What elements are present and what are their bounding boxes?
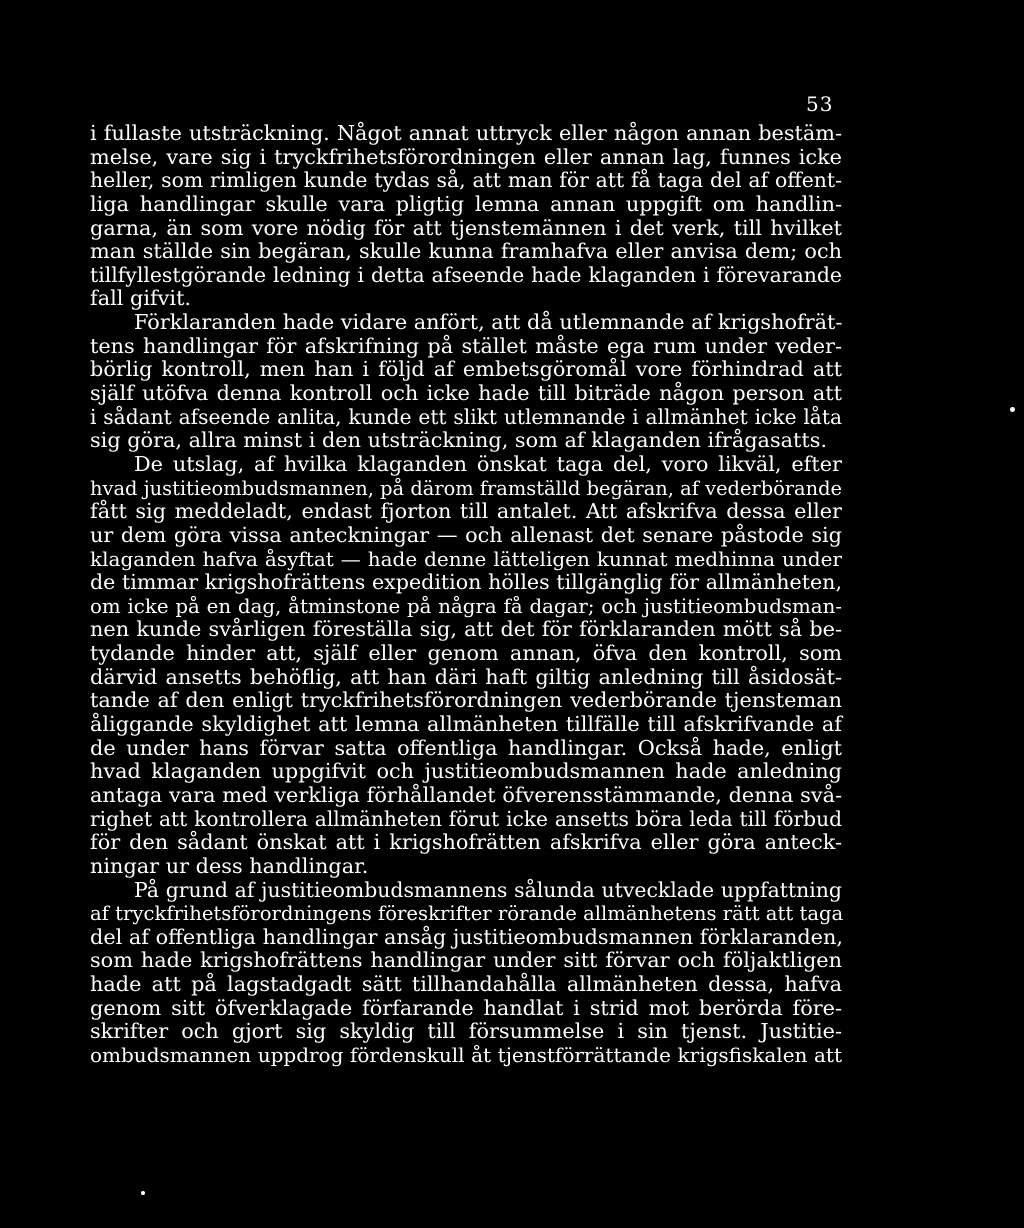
text-line: heller, som rimligen kunde tydas så, att man för att få taga del af offent- <box>90 168 842 193</box>
text-line: Förklaranden hade vidare anfört, att då utlemnande af krigshofrät- <box>134 310 843 335</box>
text-line: de under hans förvar satta offentliga handlingar. Också hade, enligt <box>90 735 842 760</box>
scan-speck <box>1010 407 1015 412</box>
body-text <box>90 122 842 1068</box>
text-line: fall gifvit. <box>90 286 192 311</box>
text-line: skrifter och gjort sig skyldig till försummelse i sin tjenst. Justitie- <box>90 1019 842 1044</box>
text-line: börlig kontroll, men han i följd af embetsgöromål vore förhindrad att <box>90 357 842 382</box>
text-line: själf utöfva denna kontroll och icke hade till biträde någon person att <box>90 381 842 406</box>
text-line: righet att kontrollera allmänheten förut icke ansetts böra leda till förbud <box>90 806 842 831</box>
text-line: ur dem göra vissa anteckningar — och allenast det senare påstode sig <box>90 522 842 547</box>
text-line: ombudsmannen uppdrog fördenskull åt tjenstförrättande krigsfiskalen att <box>90 1042 842 1067</box>
text-line: De utslag, af hvilka klaganden önskat taga del, voro likväl, efter <box>134 451 842 476</box>
text-line: tillfyllestgörande ledning i detta afseende hade klaganden i förevarande <box>90 262 842 287</box>
text-line: de timmar krigshofrättens expedition hölles tillgänglig för allmänheten, <box>90 570 842 595</box>
text-line: därvid ansetts behöflig, att han däri haft giltig anledning till åsidosät- <box>90 664 842 689</box>
text-line: som hade krigshofrättens handlingar under sitt förvar och följaktligen <box>90 948 842 973</box>
text-line: tande af den enligt tryckfrihetsförordningen vederbörande tjensteman <box>90 688 842 713</box>
text-line: om icke på en dag, åtminstone på några få dagar; och justitieombudsman- <box>90 594 842 618</box>
text-line: af tryckfrihetsförordningens föreskrifter rörande allmänhetens rätt att taga <box>90 902 844 926</box>
text-line: åliggande skyldighet att lemna allmänheten tillfälle till afskrifvande af <box>90 712 842 737</box>
text-line: nen kunde svårligen föreställa sig, att det för förklaranden mött så be- <box>90 617 842 642</box>
text-line: hvad justitieombudsmannen, på därom framställd begäran, af vederbörande <box>90 476 842 500</box>
text-line: tydande hinder att, själf eller genom annan, öfva den kontroll, som <box>90 641 842 666</box>
text-line: klaganden hafva åsyftat — hade denne lätteligen kunnat medhinna under <box>90 546 842 571</box>
text-line: sig göra, allra minst i den utsträckning, som af klaganden ifrågasatts. <box>90 428 828 453</box>
text-line: genom sitt öfverklagade förfarande handlat i strid mot berörda före- <box>90 995 842 1020</box>
text-line: På grund af justitieombudsmannens sålunda utvecklade uppfattning <box>134 877 842 902</box>
text-line: i fullaste utsträckning. Något annat uttryck eller någon annan bestäm- <box>90 121 842 145</box>
page-number: 53 <box>806 92 834 116</box>
text-line: liga handlingar skulle vara pligtig lemna annan uppgift om handlin- <box>90 191 842 216</box>
text-line: garna, än som vore nödig för att tjenstemännen i det verk, till hvilket <box>90 215 842 240</box>
text-line: melse, vare sig i tryckfrihetsförordningen eller annan lag, funnes icke <box>90 144 842 169</box>
text-line: för den sådant önskat att i krigshofrätten afskrifva eller göra anteck- <box>90 830 842 855</box>
scan-speck <box>141 1191 145 1195</box>
text-line: i sådant afseende anlita, kunde ett slikt utlemnande i allmänhet icke låta <box>90 404 842 429</box>
text-line: hade att på lagstadgadt sätt tillhandahålla allmänheten dessa, hafva <box>90 972 842 997</box>
text-line: antaga vara med verkliga förhållandet öfverensstämmande, denna svå- <box>90 782 842 807</box>
text-line: hvad klaganden uppgifvit och justitieombudsmannen hade anledning <box>90 759 842 784</box>
text-line: fått sig meddeladt, endast fjorton till antalet. Att afskrifva dessa eller <box>90 499 842 524</box>
text-line: man ställde sin begäran, skulle kunna framhafva eller anvisa dem; och <box>90 239 842 264</box>
text-line: ningar ur dess handlingar. <box>90 853 369 878</box>
text-line: del af offentliga handlingar ansåg justitieombudsmannen förklaranden, <box>90 924 843 949</box>
text-line: tens handlingar för afskrifning på stället måste ega rum under veder- <box>90 333 842 358</box>
